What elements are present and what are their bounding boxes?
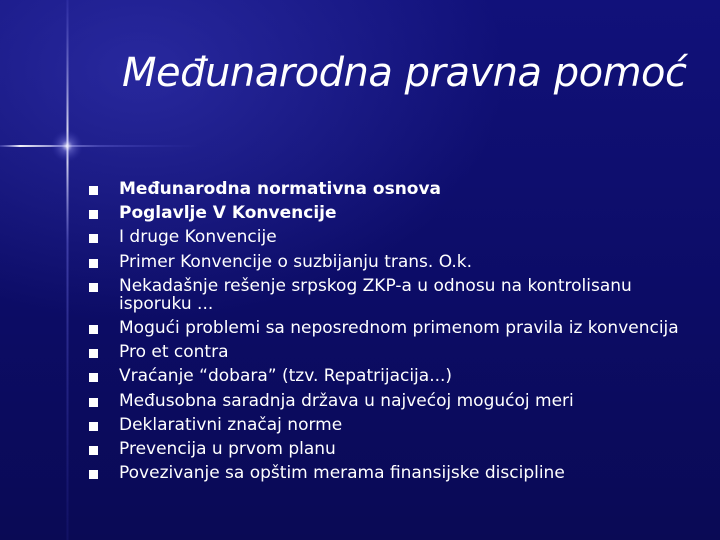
bullet-text: Mogući problemi sa neposrednom primenom pravila iz konvencija: [119, 317, 679, 338]
bullet-item: [82, 228, 702, 246]
square-bullet-icon: [89, 373, 98, 382]
bullet-item: [82, 392, 702, 410]
square-bullet-icon: [89, 398, 98, 407]
bullet-text: Vraćanje “dobara” (tzv. Repatrijacija...): [119, 366, 453, 387]
square-bullet-icon: [89, 259, 98, 268]
bullet-text: Nekadašnje rešenje srpskog ZKP-a u odnosu na kontrolisanu isporuku ...: [119, 275, 632, 314]
bullet-item: [82, 180, 702, 198]
square-bullet-icon: [89, 210, 98, 219]
square-bullet-icon: [89, 325, 98, 334]
bullet-text: Prevencija u prvom planu: [119, 438, 336, 459]
square-bullet-icon: [89, 470, 98, 479]
bullet-text: I druge Konvencije: [119, 227, 277, 248]
square-bullet-icon: [89, 234, 98, 243]
bullet-text: Povezivanje sa opštim merama finansijske discipline: [119, 463, 565, 484]
bullet-text: Međusobna saradnja država u najvećoj mogućoj meri: [119, 390, 574, 411]
bullet-item: [82, 367, 702, 385]
bullet-item: [82, 204, 702, 222]
bullet-text: Poglavlje V Konvencije: [119, 203, 337, 224]
bullet-item: [82, 277, 702, 313]
slide-title: Međunarodna pravna pomoć: [122, 50, 687, 96]
bullet-text: Deklarativni značaj norme: [119, 414, 343, 435]
bullet-item: [82, 416, 702, 434]
bullet-item: [82, 253, 702, 271]
bullet-item: [82, 319, 702, 337]
square-bullet-icon: [89, 422, 98, 431]
bullet-text: Primer Konvencije o suzbijanju trans. O.k.: [119, 251, 473, 272]
bullet-item: [82, 464, 702, 482]
bullet-list: [82, 180, 702, 488]
bullet-item: [82, 343, 702, 361]
bullet-text: Pro et contra: [119, 342, 229, 363]
bullet-item: [82, 440, 702, 458]
square-bullet-icon: [89, 349, 98, 358]
square-bullet-icon: [89, 186, 98, 195]
bullet-text: Međunarodna normativna osnova: [119, 179, 442, 199]
square-bullet-icon: [89, 446, 98, 455]
square-bullet-icon: [89, 283, 98, 292]
